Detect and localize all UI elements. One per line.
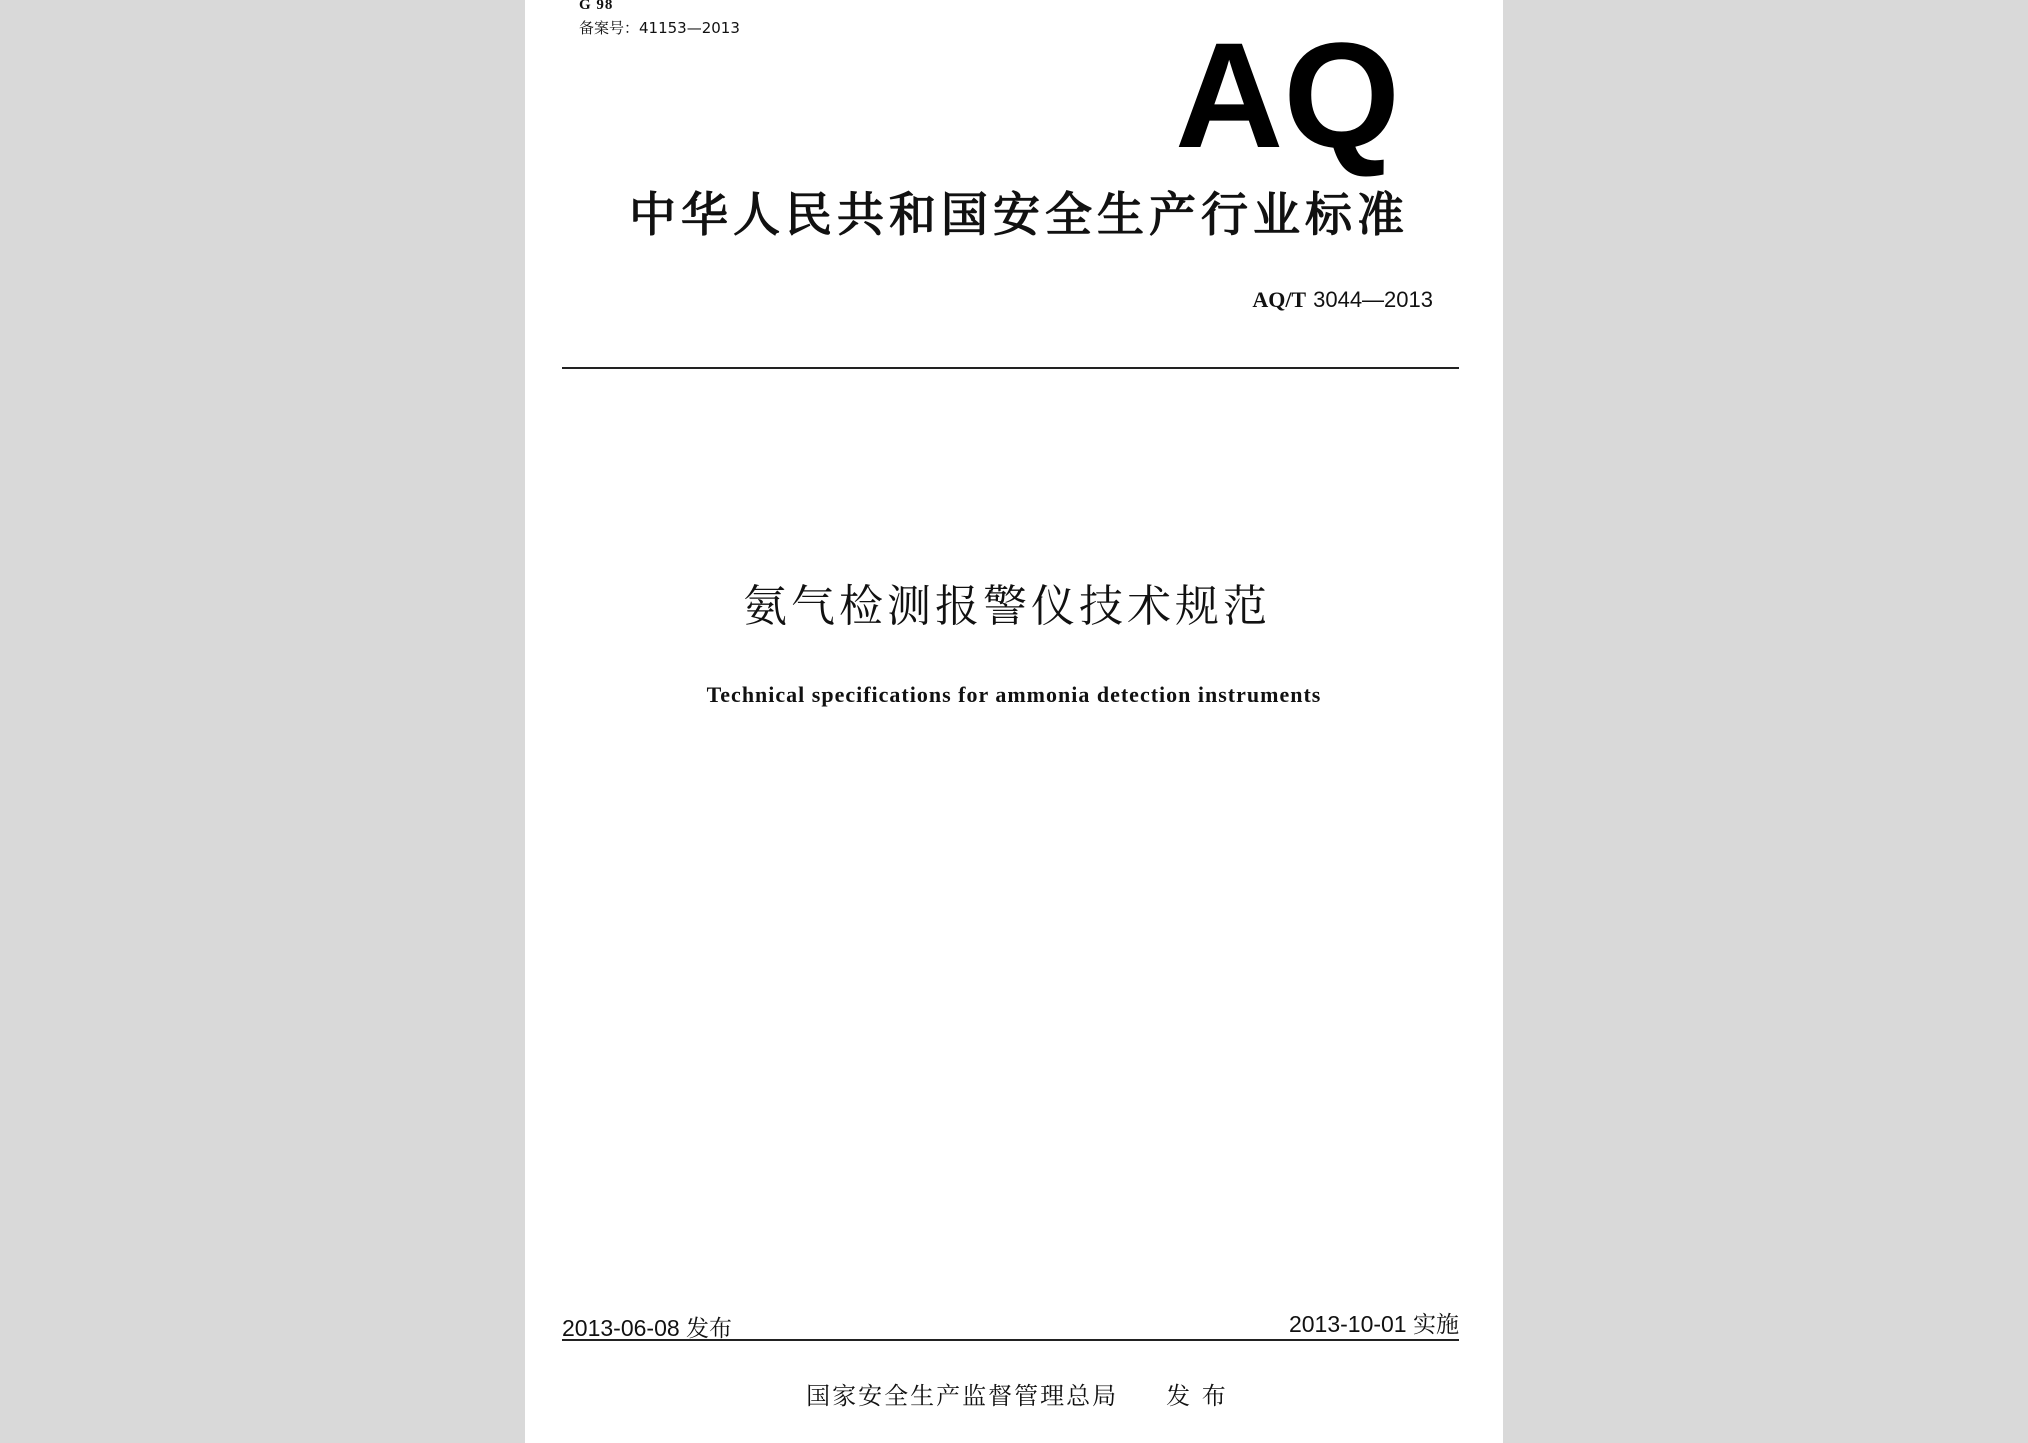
publisher-line (525, 1376, 1503, 1411)
record-number: 备案号：41153—2013 (579, 19, 740, 37)
bottom-divider (562, 1339, 1459, 1341)
standard-number (525, 287, 1433, 313)
standard-year-number: 3044—2013 (1313, 287, 1433, 312)
standard-code: AQ/T (1252, 287, 1307, 312)
standard-category-title: 中华人民共和国安全生产行业标准 (629, 188, 1409, 243)
document-page (525, 0, 1503, 1443)
aq-logo: AQ (1175, 11, 1400, 179)
document-title-en: Technical specifications for ammonia detection instruments (706, 682, 1322, 707)
publish-action: 发 布 (1166, 1382, 1228, 1410)
implementation-date: 2013-10-01 实施 (1288, 1311, 1459, 1337)
ics-code: G 98 (579, 0, 614, 13)
issue-date: 2013-06-08 发布 (562, 1315, 733, 1341)
document-title-cn: 氨气检测报警仪技术规范 (743, 581, 1271, 632)
top-divider (562, 367, 1459, 369)
publisher-name: 国家安全生产监督管理总局 (806, 1382, 1119, 1410)
